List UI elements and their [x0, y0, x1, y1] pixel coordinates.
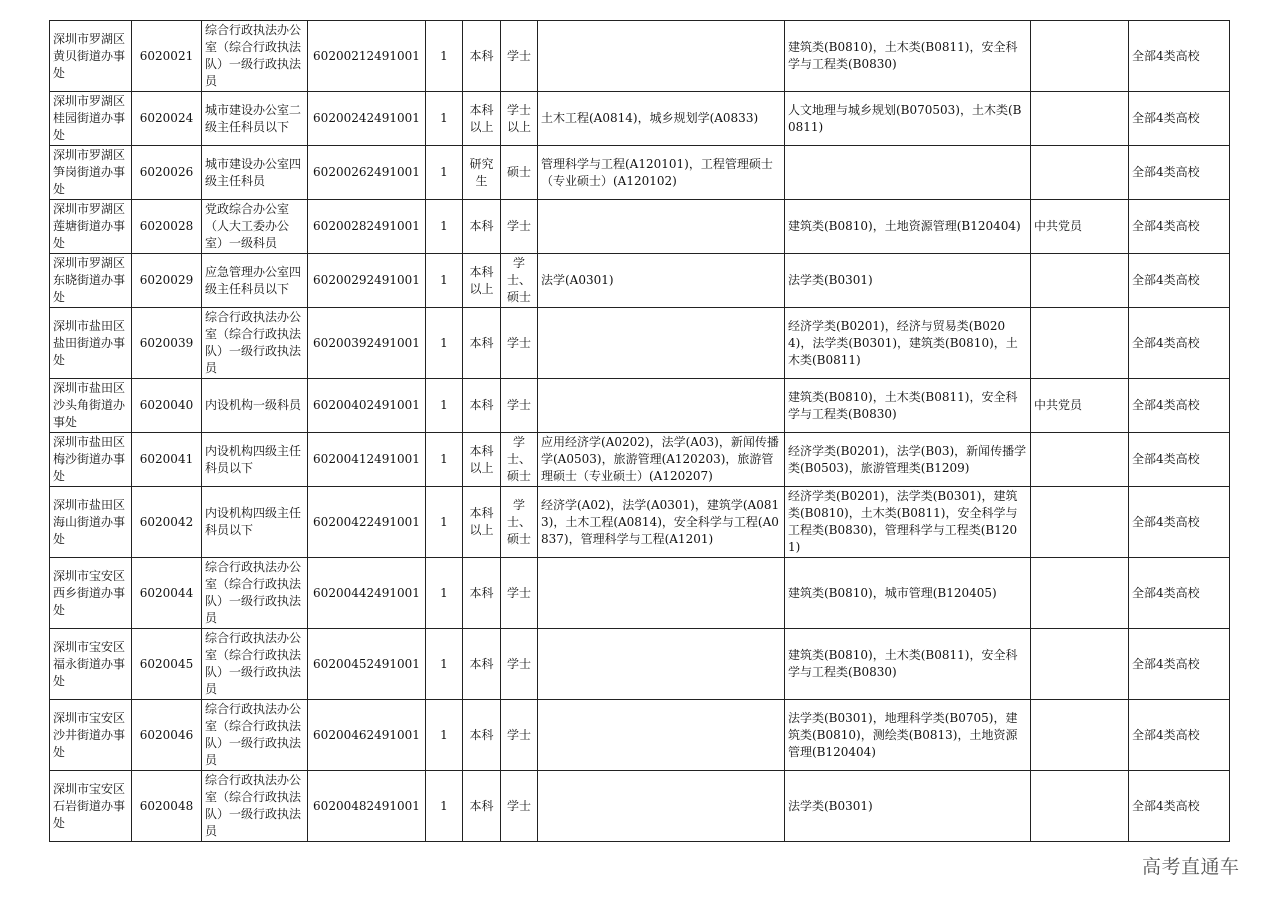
position-code-cell: 60200392491001	[308, 308, 426, 379]
education-cell: 本科	[463, 200, 501, 254]
undergraduate-major-cell: 人文地理与城乡规划(B070503)，土木类(B0811)	[785, 92, 1031, 146]
school-type-cell: 全部4类高校	[1129, 254, 1230, 308]
position-code-cell: 60200422491001	[308, 487, 426, 558]
position-code-cell: 60200412491001	[308, 433, 426, 487]
education-cell: 本科	[463, 21, 501, 92]
education-cell: 本科	[463, 379, 501, 433]
count-cell: 1	[426, 487, 463, 558]
count-cell: 1	[426, 558, 463, 629]
position-code-cell: 60200242491001	[308, 92, 426, 146]
unit-cell: 深圳市罗湖区东晓街道办事处	[50, 254, 132, 308]
count-cell: 1	[426, 308, 463, 379]
degree-cell: 学士、硕士	[501, 254, 538, 308]
school-type-cell: 全部4类高校	[1129, 21, 1230, 92]
position-code-cell: 60200262491001	[308, 146, 426, 200]
position-code-cell: 60200442491001	[308, 558, 426, 629]
political-status-cell	[1031, 629, 1129, 700]
graduate-major-cell: 法学(A0301)	[538, 254, 785, 308]
political-status-cell: 中共党员	[1031, 200, 1129, 254]
graduate-major-cell	[538, 771, 785, 842]
political-status-cell	[1031, 92, 1129, 146]
undergraduate-major-cell: 建筑类(B0810)，土地资源管理(B120404)	[785, 200, 1031, 254]
degree-cell: 学士、硕士	[501, 487, 538, 558]
graduate-major-cell: 经济学(A02)，法学(A0301)，建筑学(A0813)，土木工程(A0814)，安全科学与工程(A0837)，管理科学与工程(A1201)	[538, 487, 785, 558]
position-cell: 城市建设办公室四级主任科员	[202, 146, 308, 200]
school-type-cell: 全部4类高校	[1129, 308, 1230, 379]
position-cell: 综合行政执法办公室（综合行政执法队）一级行政执法员	[202, 21, 308, 92]
table-row	[50, 21, 1230, 92]
graduate-major-cell: 管理科学与工程(A120101)，工程管理硕士（专业硕士）(A120102)	[538, 146, 785, 200]
position-code-cell: 60200452491001	[308, 629, 426, 700]
unit-code-cell: 6020029	[132, 254, 202, 308]
school-type-cell: 全部4类高校	[1129, 487, 1230, 558]
count-cell: 1	[426, 379, 463, 433]
unit-code-cell: 6020040	[132, 379, 202, 433]
education-cell: 本科	[463, 700, 501, 771]
unit-code-cell: 6020041	[132, 433, 202, 487]
unit-code-cell: 6020026	[132, 146, 202, 200]
education-cell: 本科以上	[463, 92, 501, 146]
count-cell: 1	[426, 200, 463, 254]
political-status-cell	[1031, 433, 1129, 487]
position-code-cell: 60200212491001	[308, 21, 426, 92]
position-cell: 综合行政执法办公室（综合行政执法队）一级行政执法员	[202, 771, 308, 842]
position-cell: 内设机构四级主任科员以下	[202, 433, 308, 487]
degree-cell: 学士	[501, 629, 538, 700]
education-cell: 本科以上	[463, 254, 501, 308]
graduate-major-cell: 土木工程(A0814)，城乡规划学(A0833)	[538, 92, 785, 146]
table-row	[50, 254, 1230, 308]
table-row	[50, 700, 1230, 771]
unit-cell: 深圳市罗湖区黄贝街道办事处	[50, 21, 132, 92]
education-cell: 本科	[463, 308, 501, 379]
school-type-cell: 全部4类高校	[1129, 200, 1230, 254]
count-cell: 1	[426, 21, 463, 92]
position-cell: 综合行政执法办公室（综合行政执法队）一级行政执法员	[202, 308, 308, 379]
count-cell: 1	[426, 771, 463, 842]
education-cell: 本科以上	[463, 487, 501, 558]
degree-cell: 学士	[501, 558, 538, 629]
count-cell: 1	[426, 700, 463, 771]
degree-cell: 学士	[501, 379, 538, 433]
watermark-text: 高考直通车	[1142, 856, 1240, 878]
unit-code-cell: 6020048	[132, 771, 202, 842]
graduate-major-cell	[538, 200, 785, 254]
undergraduate-major-cell: 建筑类(B0810)，土木类(B0811)，安全科学与工程类(B0830)	[785, 629, 1031, 700]
political-status-cell	[1031, 771, 1129, 842]
count-cell: 1	[426, 92, 463, 146]
political-status-cell	[1031, 146, 1129, 200]
undergraduate-major-cell: 经济学类(B0201)，法学类(B0301)，建筑类(B0810)，土木类(B0811)，安全科学与工程类(B0830)，管理科学与工程类(B1201)	[785, 487, 1031, 558]
undergraduate-major-cell: 经济学类(B0201)，经济与贸易类(B0204)，法学类(B0301)，建筑类(B0810)，土木类(B0811)	[785, 308, 1031, 379]
undergraduate-major-cell: 经济学类(B0201)，法学(B03)，新闻传播学类(B0503)，旅游管理类(B1209)	[785, 433, 1031, 487]
count-cell: 1	[426, 629, 463, 700]
graduate-major-cell	[538, 379, 785, 433]
unit-cell: 深圳市罗湖区莲塘街道办事处	[50, 200, 132, 254]
education-cell: 本科	[463, 629, 501, 700]
unit-code-cell: 6020021	[132, 21, 202, 92]
undergraduate-major-cell: 法学类(B0301)，地理科学类(B0705)，建筑类(B0810)，测绘类(B0813)，土地资源管理(B120404)	[785, 700, 1031, 771]
undergraduate-major-cell	[785, 146, 1031, 200]
table-body	[50, 21, 1230, 842]
degree-cell: 学士	[501, 200, 538, 254]
unit-cell: 深圳市盐田区盐田街道办事处	[50, 308, 132, 379]
graduate-major-cell	[538, 21, 785, 92]
position-cell: 综合行政执法办公室（综合行政执法队）一级行政执法员	[202, 700, 308, 771]
table-row	[50, 487, 1230, 558]
political-status-cell	[1031, 254, 1129, 308]
school-type-cell: 全部4类高校	[1129, 146, 1230, 200]
unit-cell: 深圳市罗湖区桂园街道办事处	[50, 92, 132, 146]
school-type-cell: 全部4类高校	[1129, 771, 1230, 842]
position-code-cell: 60200482491001	[308, 771, 426, 842]
undergraduate-major-cell: 法学类(B0301)	[785, 254, 1031, 308]
table-row	[50, 629, 1230, 700]
education-cell: 研究生	[463, 146, 501, 200]
unit-code-cell: 6020039	[132, 308, 202, 379]
political-status-cell	[1031, 700, 1129, 771]
table-row	[50, 146, 1230, 200]
count-cell: 1	[426, 254, 463, 308]
unit-cell: 深圳市宝安区西乡街道办事处	[50, 558, 132, 629]
position-cell: 综合行政执法办公室（综合行政执法队）一级行政执法员	[202, 558, 308, 629]
unit-cell: 深圳市盐田区沙头角街道办事处	[50, 379, 132, 433]
position-cell: 内设机构一级科员	[202, 379, 308, 433]
position-code-cell: 60200462491001	[308, 700, 426, 771]
unit-code-cell: 6020042	[132, 487, 202, 558]
unit-cell: 深圳市盐田区梅沙街道办事处	[50, 433, 132, 487]
school-type-cell: 全部4类高校	[1129, 558, 1230, 629]
unit-code-cell: 6020028	[132, 200, 202, 254]
position-cell: 党政综合办公室（人大工委办公室）一级科员	[202, 200, 308, 254]
table-row	[50, 92, 1230, 146]
undergraduate-major-cell: 建筑类(B0810)，土木类(B0811)，安全科学与工程类(B0830)	[785, 21, 1031, 92]
unit-code-cell: 6020024	[132, 92, 202, 146]
unit-cell: 深圳市罗湖区笋岗街道办事处	[50, 146, 132, 200]
undergraduate-major-cell: 建筑类(B0810)，土木类(B0811)，安全科学与工程类(B0830)	[785, 379, 1031, 433]
graduate-major-cell	[538, 308, 785, 379]
position-cell: 应急管理办公室四级主任科员以下	[202, 254, 308, 308]
unit-cell: 深圳市宝安区沙井街道办事处	[50, 700, 132, 771]
political-status-cell	[1031, 558, 1129, 629]
degree-cell: 学士以上	[501, 92, 538, 146]
degree-cell: 学士	[501, 21, 538, 92]
degree-cell: 学士	[501, 771, 538, 842]
education-cell: 本科以上	[463, 433, 501, 487]
count-cell: 1	[426, 146, 463, 200]
table-row	[50, 200, 1230, 254]
degree-cell: 学士	[501, 700, 538, 771]
graduate-major-cell	[538, 700, 785, 771]
table-row	[50, 433, 1230, 487]
position-code-cell: 60200292491001	[308, 254, 426, 308]
school-type-cell: 全部4类高校	[1129, 92, 1230, 146]
degree-cell: 学士	[501, 308, 538, 379]
political-status-cell	[1031, 21, 1129, 92]
school-type-cell: 全部4类高校	[1129, 379, 1230, 433]
unit-code-cell: 6020045	[132, 629, 202, 700]
unit-code-cell: 6020044	[132, 558, 202, 629]
graduate-major-cell	[538, 558, 785, 629]
education-cell: 本科	[463, 558, 501, 629]
unit-cell: 深圳市宝安区福永街道办事处	[50, 629, 132, 700]
school-type-cell: 全部4类高校	[1129, 700, 1230, 771]
degree-cell: 学士、硕士	[501, 433, 538, 487]
table-row	[50, 379, 1230, 433]
unit-cell: 深圳市盐田区海山街道办事处	[50, 487, 132, 558]
table-row	[50, 308, 1230, 379]
position-cell: 城市建设办公室二级主任科员以下	[202, 92, 308, 146]
position-cell: 综合行政执法办公室（综合行政执法队）一级行政执法员	[202, 629, 308, 700]
undergraduate-major-cell: 法学类(B0301)	[785, 771, 1031, 842]
political-status-cell: 中共党员	[1031, 379, 1129, 433]
undergraduate-major-cell: 建筑类(B0810)，城市管理(B120405)	[785, 558, 1031, 629]
table-row	[50, 558, 1230, 629]
political-status-cell	[1031, 487, 1129, 558]
position-code-cell: 60200282491001	[308, 200, 426, 254]
recruitment-table	[49, 20, 1230, 842]
unit-cell: 深圳市宝安区石岩街道办事处	[50, 771, 132, 842]
school-type-cell: 全部4类高校	[1129, 629, 1230, 700]
graduate-major-cell: 应用经济学(A0202)，法学(A03)，新闻传播学(A0503)，旅游管理(A120203)，旅游管理硕士（专业硕士）(A120207)	[538, 433, 785, 487]
count-cell: 1	[426, 433, 463, 487]
education-cell: 本科	[463, 771, 501, 842]
table-row	[50, 771, 1230, 842]
graduate-major-cell	[538, 629, 785, 700]
school-type-cell: 全部4类高校	[1129, 433, 1230, 487]
position-code-cell: 60200402491001	[308, 379, 426, 433]
degree-cell: 硕士	[501, 146, 538, 200]
political-status-cell	[1031, 308, 1129, 379]
position-cell: 内设机构四级主任科员以下	[202, 487, 308, 558]
unit-code-cell: 6020046	[132, 700, 202, 771]
